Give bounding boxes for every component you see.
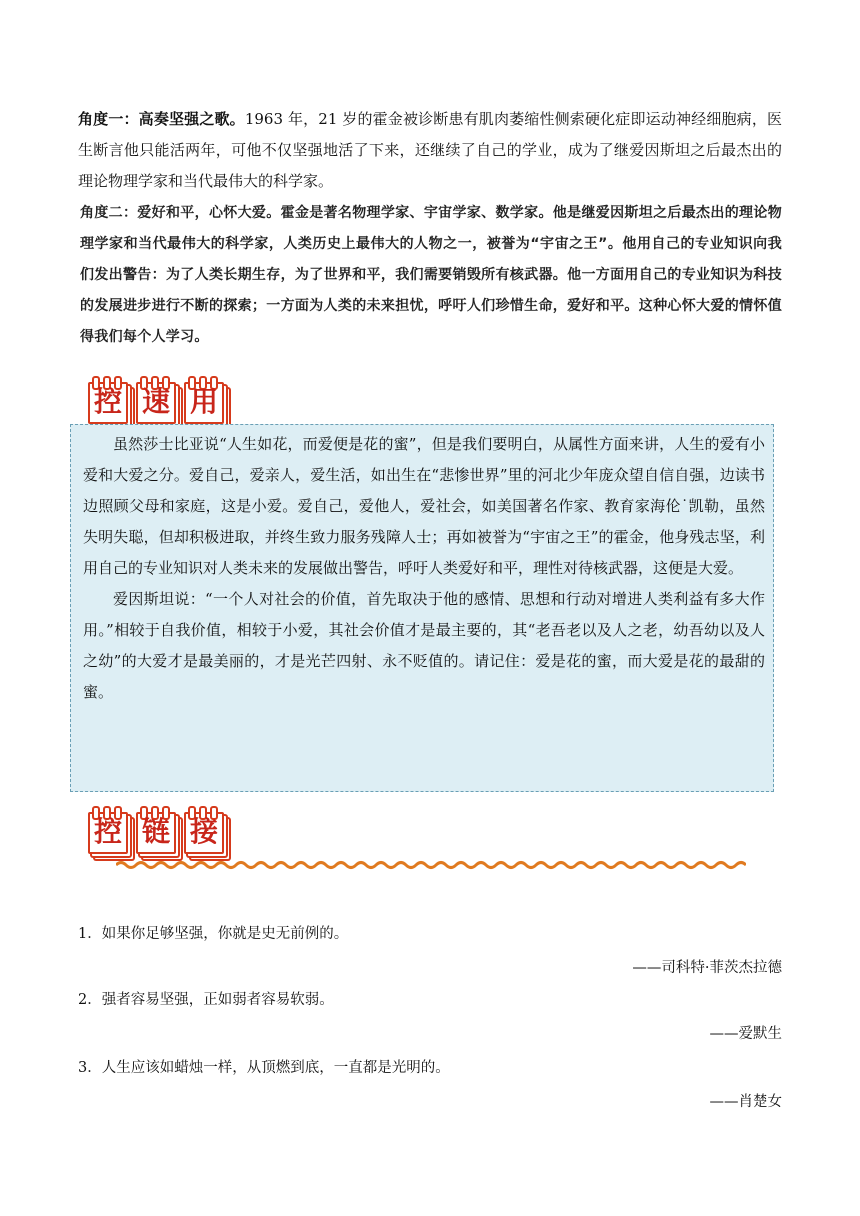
calendar-badge-icon <box>180 804 222 852</box>
quote-2-text: 2．强者容易坚强，正如弱者容易软弱。 <box>78 992 334 1008</box>
section-badge-konglianjie <box>84 804 222 852</box>
badge-char: 用 <box>189 385 218 418</box>
section-badge-kongsuyong <box>84 374 222 422</box>
badge-char: 控 <box>93 385 122 418</box>
quote-3-text: 3．人生应该如蜡烛一样，从顶燃到底，一直都是光明的。 <box>78 1060 450 1076</box>
essay-paragraph-1: 虽然莎士比亚说“人生如花，而爱便是花的蜜”，但是我们要明白，从属性方面来讲，人生的爱有小爱和大爱之分。爱自己，爱亲人，爱生活，如出生在“悲惨世界”里的河北少年庞众望自信自强，边读书边照顾父母和家庭，这是小爱。爱自己，爱他人，爱社会，如美国著名作家、教育家海伦˙凯勒，虽然失明失聪，但却积极进取，并终生致力服务残障人士；再如被誉为“宇宙之王”的霍金，他身残志坚，利用自己的专业知识对人类未来的发展做出警告，呼吁人类爱好和平，理性对待核武器，这便是大爱。 <box>83 435 765 577</box>
calendar-badge-icon <box>84 804 126 852</box>
badge-char: 链 <box>141 815 170 848</box>
essay-paragraph-2: 爱因斯坦说：“一个人对社会的价值，首先取决于他的感情、思想和行动对增进人类利益有多大作用。”相较于自我价值，相较于小爱，其社会价值才是最主要的，其“老吾老以及人之老，幼吾幼以及人之幼”的大爱才是最美丽的，才是光芒四射、永不贬值的。请记住：爱是花的蜜，而大爱是花的最甜的蜜。 <box>83 590 765 701</box>
calendar-badge-icon <box>180 374 222 422</box>
badge-char: 控 <box>93 815 122 848</box>
angle-two-lead: 角度二：爱好和平，心怀大爱。 <box>80 205 281 221</box>
angle-one-body: 1963 年，21 岁的霍金被诊断患有肌肉萎缩性侧索硬化症即运动神经细胞病，医生断言他只能活两年，可他不仅坚强地活了下来，还继续了自己的学业，成为了继爱因斯坦之后最杰出的理论物理学家和当代最伟大的科学家。 <box>78 110 782 190</box>
angle-two-body: 霍金是著名物理学家、宇宙学家、数学家。他是继爱因斯坦之后最杰出的理论物理学家和当代最伟大的科学家，人类历史上最伟大的人物之一，被誉为“宇宙之王”。他用自己的专业知识向我们发出警告：为了人类长期生存，为了世界和平，我们需要销毁所有核武器。他一方面用自己的专业知识为科技的发展进步进行不断的探索；一方面为人类的未来担忧，呼吁人们珍惜生命，爱好和平。这种心怀大爱的情怀值得我们每个人学习。 <box>80 205 782 345</box>
calendar-badge-icon <box>132 374 174 422</box>
angle-one-lead: 角度一：高奏坚强之歌。 <box>78 110 245 128</box>
angle-one-paragraph <box>78 104 782 197</box>
badge-char: 速 <box>141 385 170 418</box>
calendar-badge-icon <box>84 374 126 422</box>
quote-3-author: ——肖楚女 <box>709 1094 782 1110</box>
quote-1-text: 1．如果你足够坚强，你就是史无前例的。 <box>78 926 349 942</box>
quote-2-author: ——爱默生 <box>709 1026 782 1042</box>
wave-divider <box>116 860 746 870</box>
quote-1-author: ——司科特·菲茨杰拉德 <box>632 960 782 976</box>
badge-char: 接 <box>189 815 218 848</box>
angle-two-paragraph <box>80 198 782 353</box>
calendar-badge-icon <box>132 804 174 852</box>
essay-box <box>70 424 774 792</box>
